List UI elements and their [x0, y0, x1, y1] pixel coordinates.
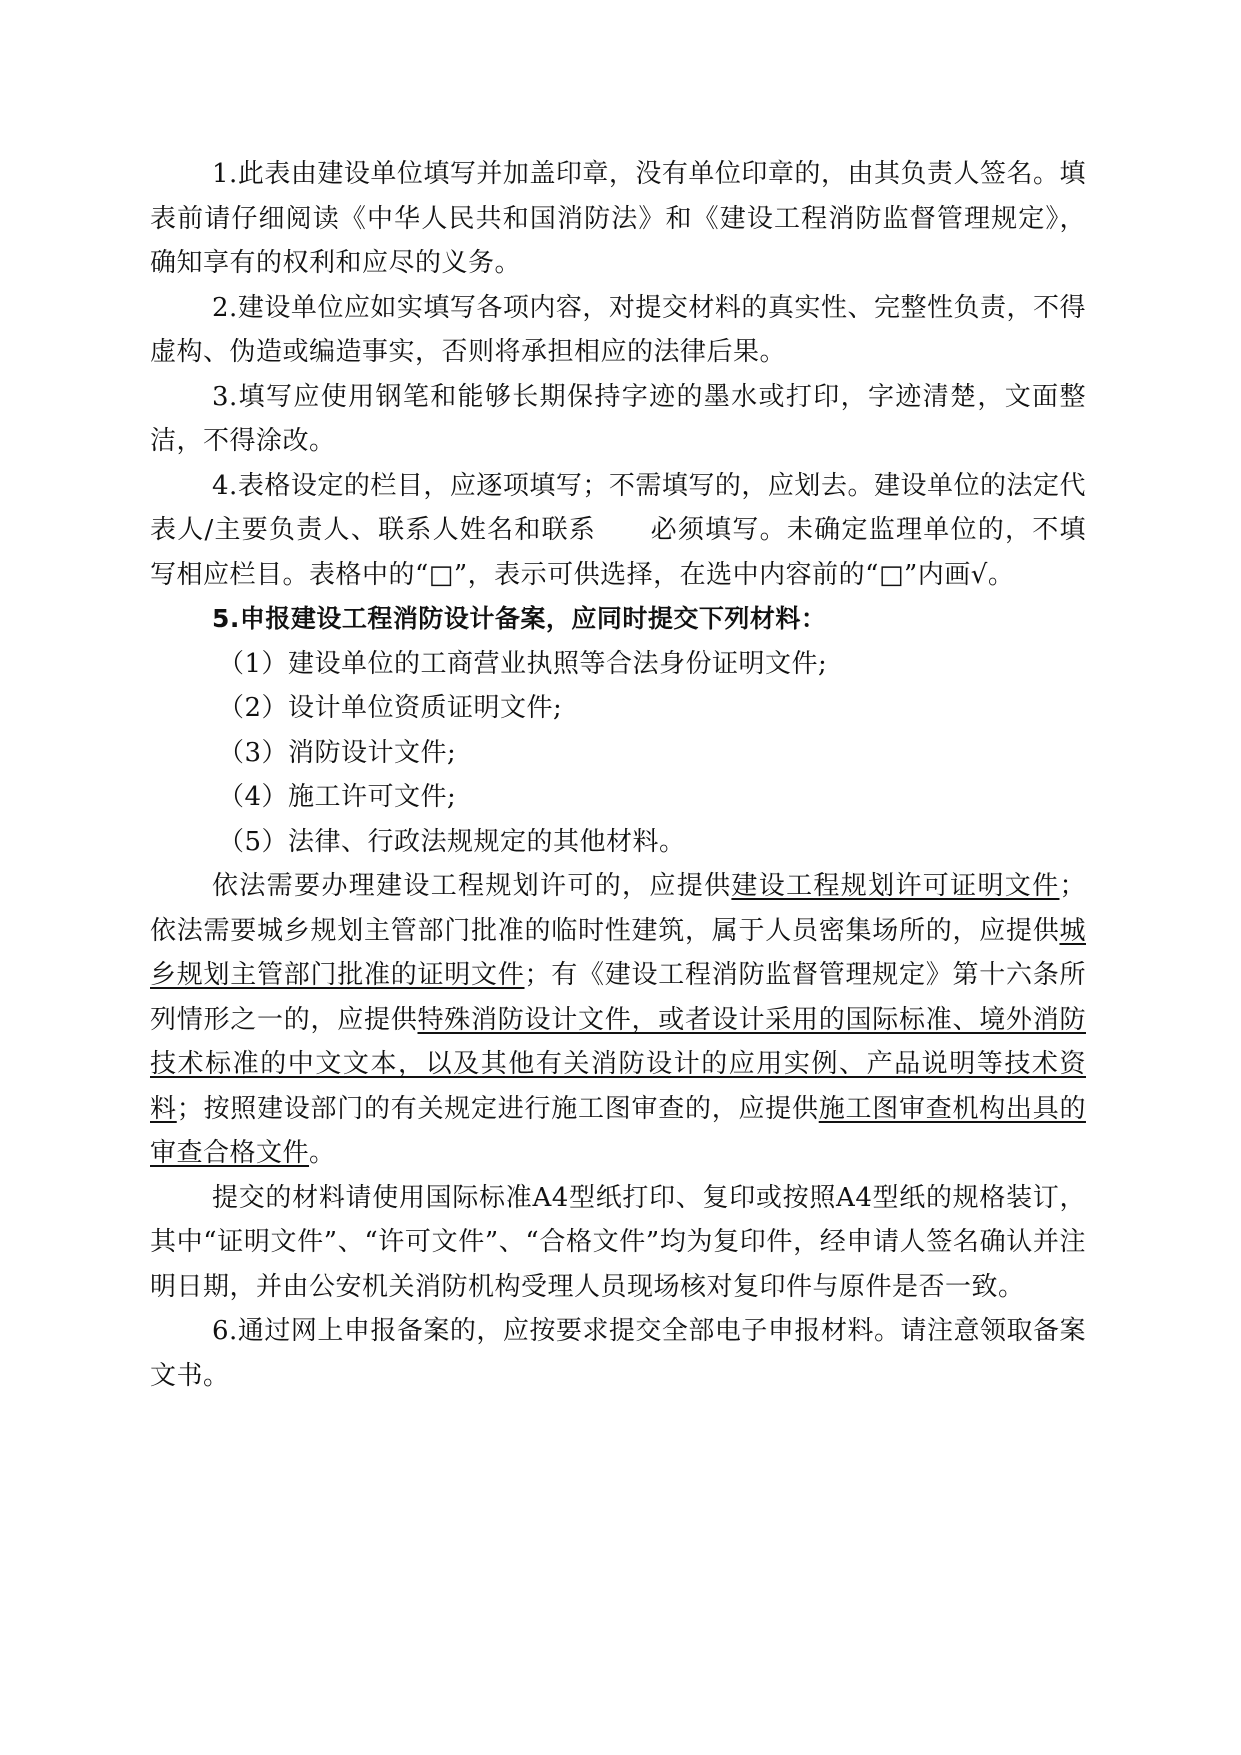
supplementary-text-1: 依法需要办理建设工程规划许可的，应提供: [212, 871, 732, 901]
note-4: 4.表格设定的栏目，应逐项填写；不需填写的，应划去。建设单位的法定代表人/主要负责人、联系人姓名和联系 必须填写。未确定监理单位的，不填写相应栏目。表格中的“□”，表示可供选择，在选中内容前的“□”内画√。: [150, 470, 1086, 590]
material-item-1: （1）建设单位的工商营业执照等合法身份证明文件;: [218, 648, 828, 679]
note-3: 3.填写应使用钢笔和能够长期保持字迹的墨水或打印，字迹清楚，文面整洁，不得涂改。: [150, 381, 1086, 456]
material-item-5: （5）法律、行政法规规定的其他材料。: [218, 826, 686, 857]
supplementary-text-3: ；有《建设工程消防监督管理规定》第十六条所列情形之一的，应提供: [150, 960, 1086, 1035]
supplementary-text-4: ；按照建设部门的有关规定进行施工图审查的，应提供: [176, 1093, 819, 1124]
underlined-special-design-documents: 特殊消防设计文件，或者设计采用的国际标准、境外消防技术标准的中文文本，以及其他有关消防设计的应用实例、产品说明等技术资料: [150, 1004, 1086, 1124]
supplementary-text-5: 。: [309, 1138, 336, 1168]
material-item-4: （4）施工许可文件;: [218, 782, 457, 812]
underlined-planning-permit: 建设工程规划许可证明文件: [731, 871, 1060, 901]
underlined-approval-document: 城乡规划主管部门批准的证明文件: [150, 915, 1086, 990]
material-item-2: （2）设计单位资质证明文件;: [218, 693, 563, 723]
note-6: 6.通过网上申报备案的，应按要求提交全部电子申报材料。请注意领取备案文书。: [150, 1316, 1086, 1391]
underlined-review-certificate: 施工图审查机构出具的审查合格文件: [150, 1093, 1086, 1168]
note-1: 1.此表由建设单位填写并加盖印章，没有单位印章的，由其负责人签名。填表前请仔细阅读《中华人民共和国消防法》和《建设工程消防监督管理规定》，确知享有的权利和应尽的义务。: [150, 159, 1086, 278]
note-paper-format: 提交的材料请使用国际标准A4型纸打印、复印或按照A4型纸的规格装订，其中“证明文件”、“许可文件”、“合格文件”均为复印件，经申请人签名确认并注明日期，并由公安机关消防机构受理人员现场核对复印件与原件是否一致。: [150, 1182, 1086, 1302]
note-2: 2.建设单位应如实填写各项内容，对提交材料的真实性、完整性负责，不得虚构、伪造或编造事实，否则将承担相应的法律后果。: [150, 292, 1086, 367]
note-5-supplementary: [150, 864, 1086, 1176]
filling-instructions: [150, 152, 1086, 1398]
supplementary-text-2: ；依法需要城乡规划主管部门批准的临时性建筑，属于人员密集场所的，应提供: [150, 871, 1086, 946]
material-item-3: （3）消防设计文件;: [218, 737, 457, 768]
note-5-heading: 5.申报建设工程消防设计备案，应同时提交下列材料：: [212, 604, 827, 633]
